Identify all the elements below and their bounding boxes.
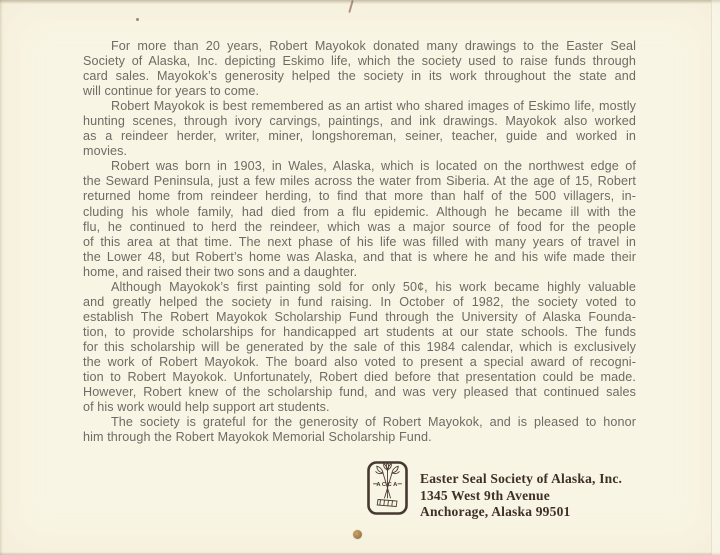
text-line: For more than 20 years, Robert Mayokok donated many drawings to the Easter Seal: [111, 39, 636, 53]
text-line: tion, to provide scholarships for handicapped art students at our state schools. The funds: [83, 324, 636, 339]
text-line: flu, he continued to herd the reindeer, which was a major source of food for the people: [83, 219, 636, 234]
text-line: Robert Mayokok is best remembered as an artist who shared images of Eskimo life, mostly: [111, 99, 636, 114]
scan-edge-right: [711, 0, 720, 555]
text-line: movies.: [83, 144, 128, 159]
text-line: home, and raised their two sons and a daughter.: [83, 264, 358, 279]
text-line: of this area at that time. The next phase of his life was filled with many years of travel in: [83, 234, 636, 249]
scan-edge-top: [0, 0, 720, 4]
text-line: Robert was born in 1903, in Wales, Alaska, which is located on the northwest edge of: [111, 159, 636, 174]
scan-edge-left: [0, 0, 3, 555]
dust-speck: [136, 18, 139, 21]
easter-seals-lily-logo: [367, 461, 408, 515]
text-line: as a reindeer herder, writer, miner, longshoreman, seiner, teacher, guide and worked in: [83, 129, 636, 144]
text-line: hunting scenes, through ivory carvings, paintings, and ink drawings. Mayokok also worked: [83, 114, 636, 129]
org-name: Easter Seal Society of Alaska, Inc.: [420, 471, 623, 486]
text-line: card sales. Mayokok’s generosity helped the society in its work throughout the state and: [83, 69, 636, 84]
text-line: and greatly helped the society in fund raising. In October of 1982, the society voted to: [83, 294, 636, 309]
text-line: cluding his whole family, had died from a flu epidemic. Although he became ill with the: [83, 204, 636, 219]
text-line: However, Robert knew of the scholarship fund, and was very pleased that continued sales: [83, 385, 636, 400]
org-address: [420, 471, 622, 521]
org-city: Anchorage, Alaska 99501: [420, 504, 571, 520]
text-line: the Lower 48, but Robert’s home was Alaska, and that is where he and his wife made their: [83, 249, 636, 264]
brown-dot-mark: [353, 530, 362, 539]
org-street: 1345 West 9th Avenue: [420, 487, 550, 503]
text-line: him through the Robert Mayokok Memorial Scholarship Fund.: [83, 430, 432, 445]
footer: [367, 461, 622, 521]
logo-acronym: ACCA: [376, 482, 399, 488]
text-line: for this scholarship will be generated by the sale of this 1984 calendar, which is exclusively: [83, 339, 636, 354]
text-line: Society of Alaska, Inc. depicting Eskimo life, which the society used to raise funds through: [83, 54, 636, 69]
text-line: will continue for years to come.: [83, 84, 260, 99]
text-line: the work of Robert Mayokok. The board also voted to present a special award of recogni-: [83, 354, 636, 369]
text-line: the Seward Peninsula, just a few miles across the water from Siberia. At the age of 15, Robert: [83, 174, 636, 189]
text-line: tion to Robert Mayokok. Unfortunately, Robert died before that presentation could be made.: [83, 370, 636, 385]
text-line: establish The Robert Mayokok Scholarship Fund through the University of Alaska Founda-: [83, 309, 636, 324]
article: [83, 39, 636, 445]
text-line: Although Mayokok’s first painting sold for only 50¢, his work became highly valuable: [111, 279, 636, 294]
text-line: returned home from reindeer herding, to find that more than half of the 500 villagers, in-: [83, 189, 636, 204]
text-line: of his work would help support art students.: [83, 400, 330, 415]
text-line: The society is grateful for the generosity of Robert Mayokok, and is pleased to honor: [111, 415, 636, 430]
